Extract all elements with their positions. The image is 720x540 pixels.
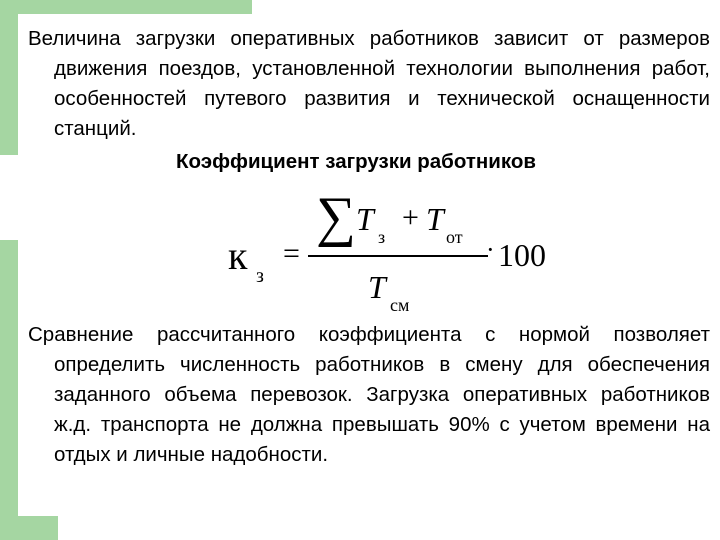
formula-t-ot: T — [426, 201, 444, 237]
formula-t-z: T — [356, 201, 374, 237]
formula-equals: = — [283, 237, 300, 270]
formula-t-sm-subscript: см — [390, 295, 410, 315]
formula-k: к — [228, 233, 248, 278]
formula-k-subscript: з — [256, 265, 264, 287]
slide-content — [18, 14, 710, 516]
formula-multiply-dot: · — [486, 235, 495, 264]
sum-icon: ∑ — [316, 186, 356, 248]
formula-plus: + — [402, 201, 419, 234]
conclusion-paragraph: Сравнение рассчитанного коэффициента с нормой позволяет определить численность работников в смену для обеспечения заданного объема перевозок. Загрузка оперативных работников ж.д. транспорта не должна превышать 90% с учетом времени на отдых и личные надобности. — [28, 323, 710, 466]
formula-heading: Коэффициент загрузки работников — [175, 150, 536, 173]
formula-t-sm: T — [368, 269, 386, 305]
intro-paragraph: Величина загрузки оперативных работников зависит от размеров движения поездов, установленной технологии выполнения работ, особенностей путевого развития и технической оснащенности станций. — [28, 27, 710, 140]
formula-t-z-subscript: з — [378, 227, 386, 247]
load-coefficient-formula — [208, 186, 568, 315]
fraction-bar — [308, 255, 488, 257]
formula-t-ot-subscript: от — [446, 227, 463, 247]
formula-hundred: 100 — [498, 237, 546, 273]
